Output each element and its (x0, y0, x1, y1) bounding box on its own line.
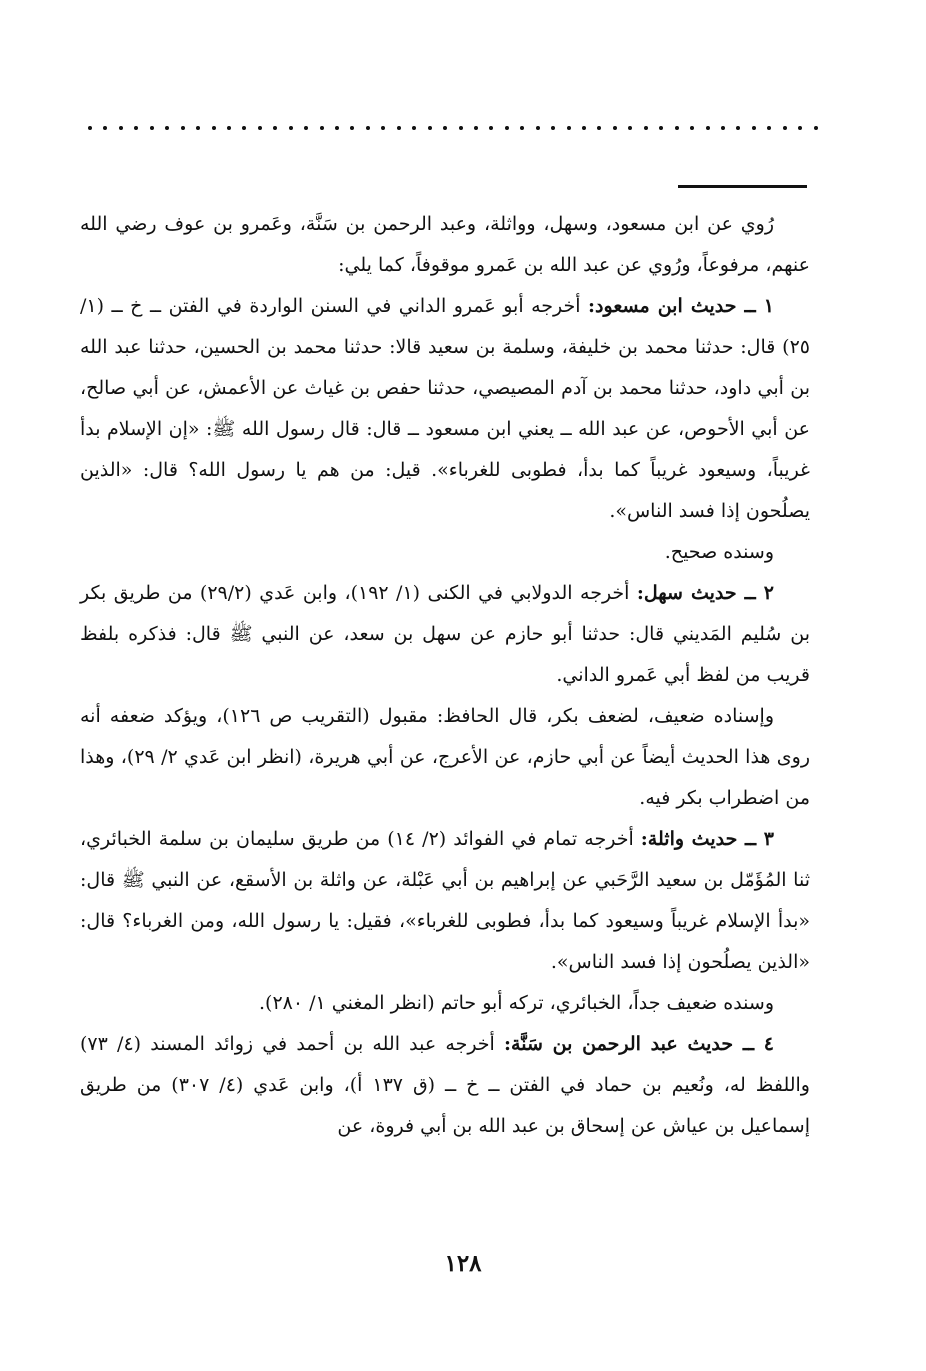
dotted-separator (88, 122, 818, 134)
separator-dot (536, 126, 540, 130)
hadith-2-grading: وإسناده ضعيف، لضعف بكر، قال الحافظ: مقبول (التقريب ص ١٢٦)، ويؤكد ضعفه أنه روى هذا الحديث أيضاً عن أبي حازم، عن الأعرج، عن أبي هريرة، (انظر ابن عَدي ٢/ ٢٩)، وهذا من اضطراب بكر فيه. (80, 705, 810, 809)
hadith-4-heading: ٤ ــ حديث عبد الرحمن بن سَنَّة: (504, 1033, 774, 1055)
hadith-3-grading: وسنده ضعيف جداً، الخبائري، تركه أبو حاتم (انظر المغني ١/ ٢٨٠). (258, 992, 774, 1014)
separator-dot (412, 126, 416, 130)
separator-dot (767, 126, 771, 130)
separator-dot (474, 126, 478, 130)
separator-dot (675, 126, 679, 130)
hadith-3-heading: ٣ ــ حديث واثلة: (640, 828, 774, 850)
hadith-1-paragraph (80, 286, 810, 532)
separator-dot (227, 126, 231, 130)
separator-dot (273, 126, 277, 130)
separator-dot (597, 126, 601, 130)
separator-dot (752, 126, 756, 130)
page-body (80, 204, 810, 1147)
separator-dot (443, 126, 447, 130)
hadith-4-text: أخرجه عبد الله بن أحمد في زوائد المسند (٤/ ٧٣) واللفظ له، ونُعيم بن حماد في الفتن ــ خ ــ (ق ١٣٧ أ)، وابن عَدي (٤/ ٣٠٧) من طريق إسماعيل بن عياش عن إسحاق بن عبد الله بن أبي فروة، عن (80, 1033, 810, 1137)
separator-dot (88, 126, 92, 130)
separator-dot (520, 126, 524, 130)
separator-dot (721, 126, 725, 130)
hadith-2-paragraph (80, 573, 810, 696)
separator-dot (798, 126, 802, 130)
separator-dot (304, 126, 308, 130)
separator-dot (134, 126, 138, 130)
separator-dot (659, 126, 663, 130)
hadith-3-text: أخرجه تمام في الفوائد (٢/ ١٤) من طريق سليمان بن سلمة الخبائري، ثنا المُؤَمّل بن سعيد الرَّحَبي عن إبراهيم بن أبي عَبْلة، عن واثلة بن الأسقع، عن النبي ﷺ قال: «بدأ الإسلام غريباً وسيعود كما بدأ، فطوبى للغرباء»، فقيل: يا رسول الله، ومن الغرباء؟ قال: «الذين يصلُحون إذا فسد الناس». (80, 828, 810, 973)
separator-dot (613, 126, 617, 130)
hadith-1-grading: وسنده صحيح. (664, 541, 774, 563)
separator-dot (242, 126, 246, 130)
separator-dot (644, 126, 648, 130)
separator-dot (582, 126, 586, 130)
separator-dot (397, 126, 401, 130)
separator-dot (103, 126, 107, 130)
footnote-rule (678, 185, 807, 188)
page-number: ١٢٨ (444, 1250, 482, 1277)
hadith-3-paragraph (80, 819, 810, 983)
separator-dot (350, 126, 354, 130)
separator-dot (428, 126, 432, 130)
separator-dot (736, 126, 740, 130)
hadith-2-heading: ٢ ــ حديث سهل: (636, 582, 774, 604)
separator-dot (335, 126, 339, 130)
separator-dot (783, 126, 787, 130)
separator-dot (814, 126, 818, 130)
hadith-4-paragraph (80, 1024, 810, 1147)
hadith-1-text: أخرجه أبو عَمرو الداني في السنن الواردة في الفتن ــ خ ــ (١/ ٢٥) قال: حدثنا محمد بن خليفة، وسلمة بن سعيد قالا: حدثنا محمد بن الحسين، حدثنا عبد الله بن أبي داود، حدثنا محمد بن آدم المصيصي، حدثنا حفص بن غياث عن الأعمش، عن أبي صالح، عن أبي الأحوص، عن عبد الله ــ يعني ابن مسعود ــ قال: قال رسول الله ﷺ: «إن الإسلام بدأ غريباً، وسيعود غريباً كما بدأ، فطوبى للغرباء». قيل: من هم يا رسول الله؟ قال: «الذين يصلُحون إذا فسد الناس». (80, 295, 810, 522)
separator-dot (690, 126, 694, 130)
hadith-2-text: أخرجه الدولابي في الكنى (١/ ١٩٢)، وابن عَدي (٢٩/٢) من طريق بكر بن سُليم المَديني قال: حدثنا أبو حازم عن سهل بن سعد، عن النبي ﷺ قال: فذكره بلفظ قريب من لفظ أبي عَمرو الداني. (80, 582, 810, 686)
separator-dot (181, 126, 185, 130)
separator-dot (489, 126, 493, 130)
separator-dot (196, 126, 200, 130)
separator-dot (366, 126, 370, 130)
separator-dot (165, 126, 169, 130)
separator-dot (706, 126, 710, 130)
separator-dot (459, 126, 463, 130)
separator-dot (119, 126, 123, 130)
separator-dot (212, 126, 216, 130)
separator-dot (505, 126, 509, 130)
separator-dot (258, 126, 262, 130)
separator-dot (381, 126, 385, 130)
intro-paragraph: رُوي عن ابن مسعود، وسهل، وواثلة، وعبد الرحمن بن سَنَّة، وعَمرو بن عوف رضي الله عنهم، مرفوعاً، ورُوي عن عبد الله بن عَمرو موقوفاً، كما يلي: (80, 213, 810, 276)
separator-dot (150, 126, 154, 130)
separator-dot (320, 126, 324, 130)
separator-dot (551, 126, 555, 130)
hadith-1-heading: ١ ــ حديث ابن مسعود: (588, 295, 774, 317)
separator-dot (289, 126, 293, 130)
separator-dot (567, 126, 571, 130)
separator-dot (628, 126, 632, 130)
